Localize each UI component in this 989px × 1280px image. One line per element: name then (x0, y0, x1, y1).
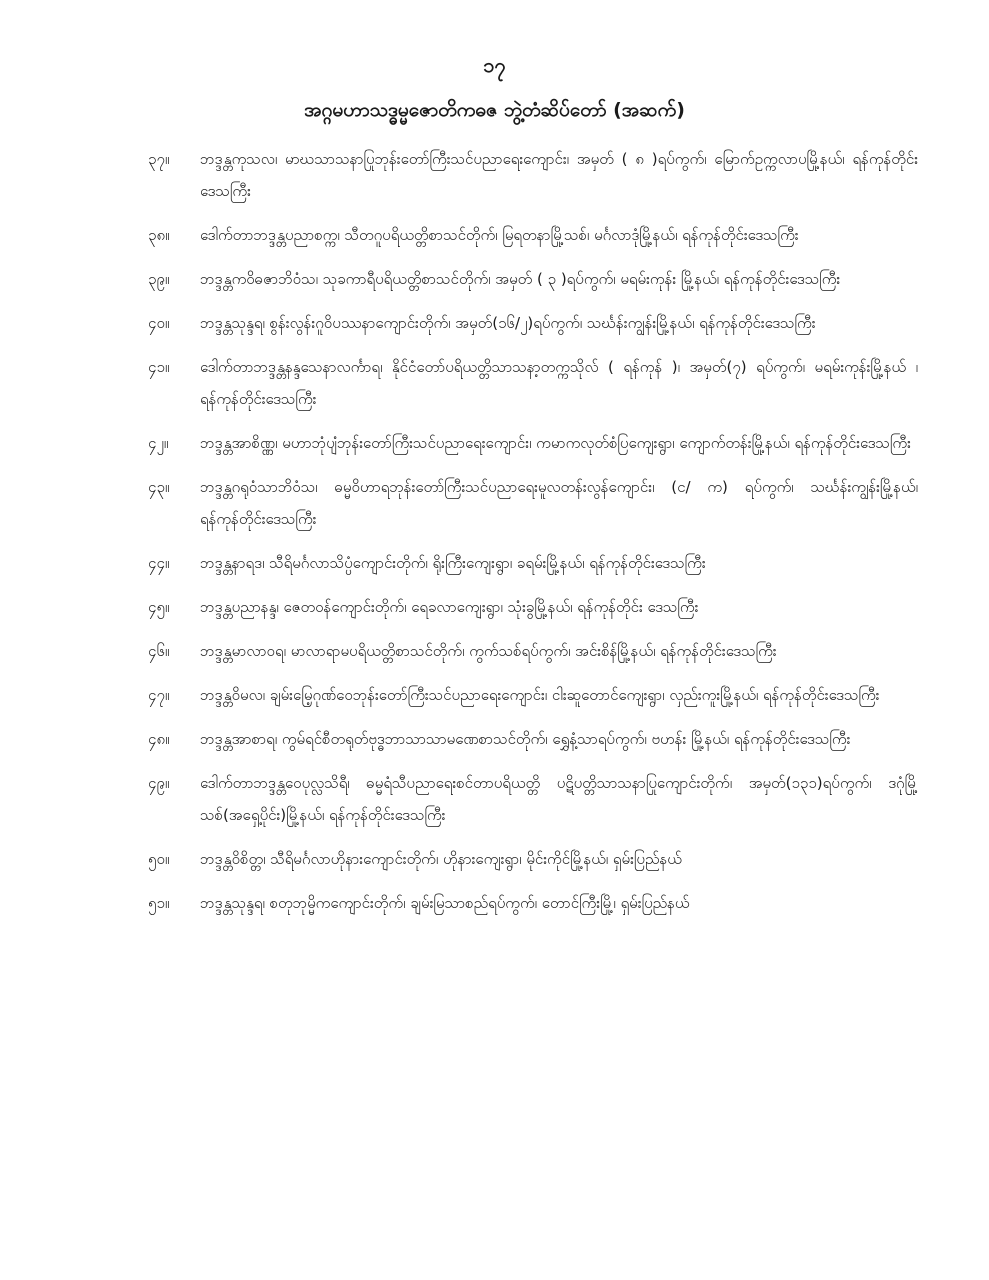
entry-number: ၄၃။ (148, 478, 170, 496)
list-item (148, 219, 918, 251)
entry-text: ဒေါက်တာဘဒ္ဒန္တနန္ဒသေနာလင်္ကာရ၊ နိုင်ငံတော်ပရိယတ္တိသာသနာ့တက္ကသိုလ် ( ရန်ကုန် )၊ အမှတ်(၇) ရပ်ကွက်၊ မရမ်းကုန်းမြို့နယ် ၊ ရန်ကုန်တိုင်းဒေသကြီး (200, 358, 918, 408)
list-item (148, 351, 918, 415)
list-item (148, 263, 918, 295)
list-item (148, 547, 918, 579)
list-item (148, 887, 918, 919)
entry-number: ၄၁။ (148, 358, 170, 376)
entry-number: ၅၁။ (148, 894, 170, 912)
entry-number: ၄၉။ (148, 774, 170, 792)
entry-number: ၄၂။ (148, 434, 169, 452)
entry-number: ၃၈။ (148, 226, 170, 244)
entry-text: ဘဒ္ဒန္တဝိမလ၊ ချမ်းမြေ့ဂုဏ်ဝေဘုန်းတော်ကြီးသင်ပညာရေးကျောင်း၊ ငါးဆူတောင်ကျေးရွာ၊ လှည်းကူးမြို့နယ်၊ ရန်ကုန်တိုင်းဒေသကြီး (200, 686, 880, 704)
entry-number: ၄၄။ (148, 554, 170, 572)
entry-text: ဘဒ္ဒန္တသုန္ဒရ၊ စွန်းလွန်းဂူဝိပဿနာကျောင်းတိုက်၊ အမှတ်(၁၆/၂)ရပ်ကွက်၊ သင်္ဃန်းကျွန်းမြို့နယ်၊ ရန်ကုန်တိုင်းဒေသကြီး (200, 314, 816, 332)
entry-number: ၄၅။ (148, 598, 170, 616)
entry-number: ၃၇။ (148, 150, 170, 168)
entry-text: ဘဒ္ဒန္တမာလာဝရ၊ မာလာရာမပရိယတ္တိစာသင်တိုက်၊ ကွက်သစ်ရပ်ကွက်၊ အင်းစိန်မြို့နယ်၊ ရန်ကုန်တိုင်းဒေသကြီး (200, 642, 777, 660)
list-item (148, 843, 918, 875)
entry-text: ဘဒ္ဒန္တနာရဒ၊ သီရိမင်္ဂလာသိပ္ပံကျောင်းတိုက်၊ ရိုးကြီးကျေးရွာ၊ ခရမ်းမြို့နယ်၊ ရန်ကုန်တိုင်းဒေသကြီး (200, 554, 706, 572)
entry-list (148, 143, 918, 931)
list-item (148, 591, 918, 623)
entry-number: ၄၀။ (148, 314, 170, 332)
entry-text: ဒေါက်တာဘဒ္ဒန္တပညာစက္က၊ သီတဂူပရိယတ္တိစာသင်တိုက်၊ မြရတနာမြို့သစ်၊ မင်္ဂလာဒုံမြို့နယ်၊ ရန်ကုန်တိုင်းဒေသကြီး (200, 226, 799, 244)
entry-text: ဘဒ္ဒန္တဂရုဝံသာဘိဝံသ၊ ဓမ္မဝိဟာရဘုန်းတော်ကြီးသင်ပညာရေးမူလတန်းလွန်ကျောင်း၊ (င/ က) ရပ်ကွက်၊ သင်္ဃန်းကျွန်းမြို့နယ်၊ ရန်ကုန်တိုင်းဒေသကြီး (200, 478, 918, 528)
page-number: ၁၇ (483, 53, 506, 77)
list-item (148, 635, 918, 667)
list-item (148, 723, 918, 755)
entry-text: ဘဒ္ဒန္တပညာနန္ဒ၊ ဇေတဝန်ကျောင်းတိုက်၊ ရေခလာကျေးရွာ၊ သုံးခွမြို့နယ်၊ ရန်ကုန်တိုင်း ဒေသကြီး (200, 598, 699, 616)
list-item (148, 307, 918, 339)
entry-number: ၅၀။ (148, 850, 170, 868)
list-item (148, 471, 918, 535)
entry-text: ဒေါက်တာဘဒ္ဒန္တဝေပုလ္လသိရီ၊ ဓမ္မရံသီပညာရေးစင်တာပရိယတ္တိ ပဋိပတ္တိသာသနာပြုကျောင်းတိုက်၊ အမှတ်(၁၃၁)ရပ်ကွက်၊ ဒဂုံမြို့သစ်(အရှေ့ပိုင်း)မြို့နယ်၊ ရန်ကုန်တိုင်းဒေသကြီး (200, 774, 918, 824)
entry-number: ၄၇။ (148, 686, 170, 704)
list-item (148, 427, 918, 459)
entry-text: ဘဒ္ဒန္တအာစာရ၊ ကွမ်ရင်စီတရုတ်ဗုဒ္ဓဘာသာသာမဏေစာသင်တိုက်၊ ရွှေနံ့သာရပ်ကွက်၊ ဗဟန်း မြို့နယ်၊ ရန်ကုန်တိုင်းဒေသကြီး (200, 730, 851, 748)
entry-text: ဘဒ္ဒန္တသုန္ဒရ၊ စတုဘုမ္မိကကျောင်းတိုက်၊ ချမ်းမြသာစည်ရပ်ကွက်၊ တောင်ကြီးမြို့၊ ရှမ်းပြည်နယ် (200, 894, 690, 912)
entry-text: ဘဒ္ဒန္တကဝိဓဇာဘိဝံသ၊ သုခကာရီပရိယတ္တိစာသင်တိုက်၊ အမှတ် ( ၃ )ရပ်ကွက်၊ မရမ်းကုန်း မြို့နယ်၊ ရန်ကုန်တိုင်းဒေသကြီး (200, 270, 841, 288)
entry-number: ၃၉။ (148, 270, 170, 288)
entry-text: ဘဒ္ဒန္တဝိစိတ္တ၊ သီရိမင်္ဂလာဟိုနားကျောင်းတိုက်၊ ဟိုနားကျေးရွာ၊ မိုင်းကိုင်မြို့နယ်၊ ရှမ်းပြည်နယ် (200, 850, 682, 868)
entry-number: ၄၈။ (148, 730, 170, 748)
entry-text: ဘဒ္ဒန္တကုသလ၊ မာဃသာသနာပြုဘုန်းတော်ကြီးသင်ပညာရေးကျောင်း၊ အမှတ် ( ၈ )ရပ်ကွက်၊ မြောက်ဥက္ကလာပမြို့နယ်၊ ရန်ကုန်တိုင်းဒေသကြီး (200, 150, 918, 200)
page-title: အဂ္ဂမဟာသဒ္ဓမ္မဇောတိကဓဇ ဘွဲ့တံဆိပ်တော် (အဆက်) (304, 99, 685, 121)
list-item (148, 143, 918, 207)
list-item (148, 767, 918, 831)
entry-text: ဘဒ္ဒန္တအာစိဏ္ဏ၊ မဟာဘုံပျံဘုန်းတော်ကြီးသင်ပညာရေးကျောင်း၊ ကမာကလုတ်စံပြကျေးရွာ၊ ကျောက်တန်းမြို့နယ်၊ ရန်ကုန်တိုင်းဒေသကြီး (200, 434, 911, 452)
entry-number: ၄၆။ (148, 642, 170, 660)
list-item (148, 679, 918, 711)
